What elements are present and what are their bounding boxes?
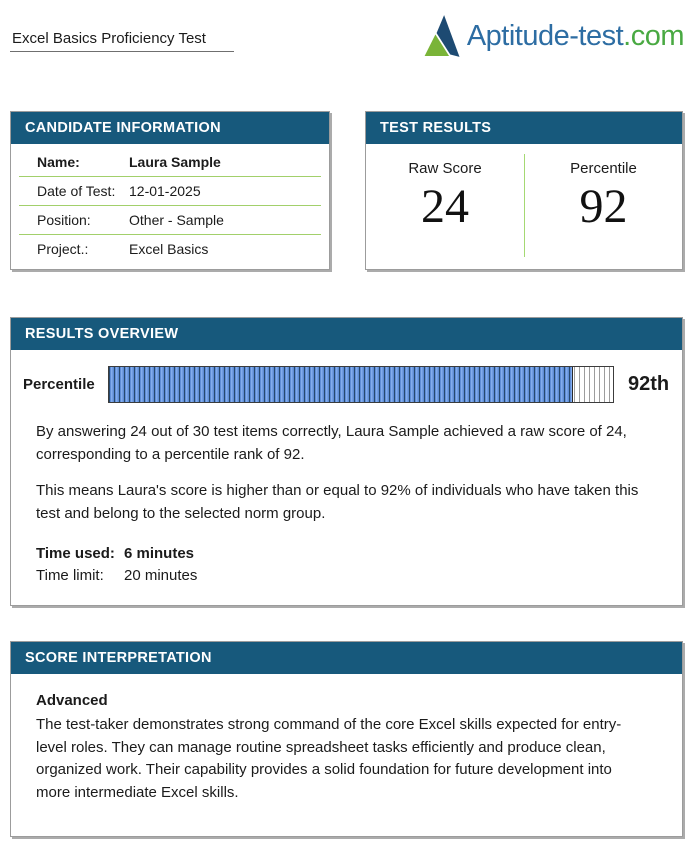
raw-score-value: 24: [421, 180, 469, 233]
percentile-column: [524, 154, 682, 257]
time-limit-row: [36, 565, 662, 587]
logo-wordmark: [467, 20, 684, 53]
brand-logo: [423, 14, 684, 58]
time-used-row: [36, 543, 662, 565]
candidate-name-value: Laura Sample: [129, 154, 221, 170]
overview-paragraph-1: By answering 24 out of 30 test items correctly, Laura Sample achieved a raw score of 24, corresponding to a percentile rank of 92.: [36, 423, 627, 463]
time-limit-label: Time limit:: [36, 566, 104, 584]
score-interpretation-header: SCORE INTERPRETATION: [11, 642, 682, 674]
candidate-position-label: Position:: [37, 212, 91, 228]
page-title: Excel Basics Proficiency Test: [10, 30, 234, 52]
candidate-information-panel: [10, 111, 330, 270]
time-used-label: Time used:: [36, 545, 115, 562]
candidate-name-label: Name:: [37, 154, 80, 170]
candidate-position-value: Other - Sample: [129, 212, 224, 228]
test-results-panel: [365, 111, 683, 270]
results-overview-panel: [10, 317, 683, 606]
percentile-bar-fill: [109, 367, 573, 402]
candidate-rows: [11, 144, 329, 269]
candidate-date-value: 12-01-2025: [129, 183, 201, 199]
score-interpretation-panel: [10, 641, 683, 837]
top-row: [10, 111, 683, 270]
time-used-value: 6 minutes: [124, 545, 195, 562]
candidate-row-name: [19, 148, 321, 177]
test-results-columns: [366, 144, 682, 269]
candidate-row-project: [19, 235, 321, 263]
candidate-row-date: [19, 177, 321, 206]
candidate-date-label: Date of Test:: [37, 183, 116, 199]
test-results-header: TEST RESULTS: [366, 112, 682, 144]
overview-paragraphs: [23, 421, 662, 525]
logo-mountain-icon: [423, 14, 463, 58]
percentile-label: Percentile: [570, 160, 637, 177]
percentile-value: 92: [579, 180, 628, 233]
interpretation-level: Advanced: [36, 691, 108, 709]
percentile-bar: [108, 366, 614, 403]
candidate-project-label: Project.:: [37, 241, 89, 257]
results-overview-body: [11, 350, 682, 605]
time-block: [23, 543, 662, 587]
candidate-project-value: Excel Basics: [129, 241, 209, 257]
raw-score-label: Raw Score: [408, 160, 482, 177]
candidate-row-position: [19, 206, 321, 235]
time-limit-value: 20 minutes: [124, 566, 198, 584]
raw-score-column: [366, 154, 524, 257]
logo-text-main: Aptitude-test: [466, 19, 624, 52]
percentile-bar-row: [23, 366, 670, 403]
percentile-bar-value: 92th: [628, 373, 670, 395]
logo-text-tld: .com: [623, 19, 684, 52]
page-header: [0, 0, 692, 111]
overview-paragraph-2: This means Laura's score is higher than or equal to 92% of individuals who have taken this test and belong to the selected norm group.: [36, 482, 639, 522]
score-interpretation-body: [11, 674, 682, 825]
percentile-bar-label: Percentile: [23, 376, 95, 393]
results-overview-header: RESULTS OVERVIEW: [11, 318, 682, 350]
candidate-information-header: CANDIDATE INFORMATION: [11, 112, 329, 144]
interpretation-text: The test-taker demonstrates strong command of the core Excel skills expected for entry-level roles. They can manage routine spreadsheet tasks efficiently and produce clean, organized work. Their capability provides a solid foundation for future development into more intermediate Excel skills.: [36, 716, 622, 801]
